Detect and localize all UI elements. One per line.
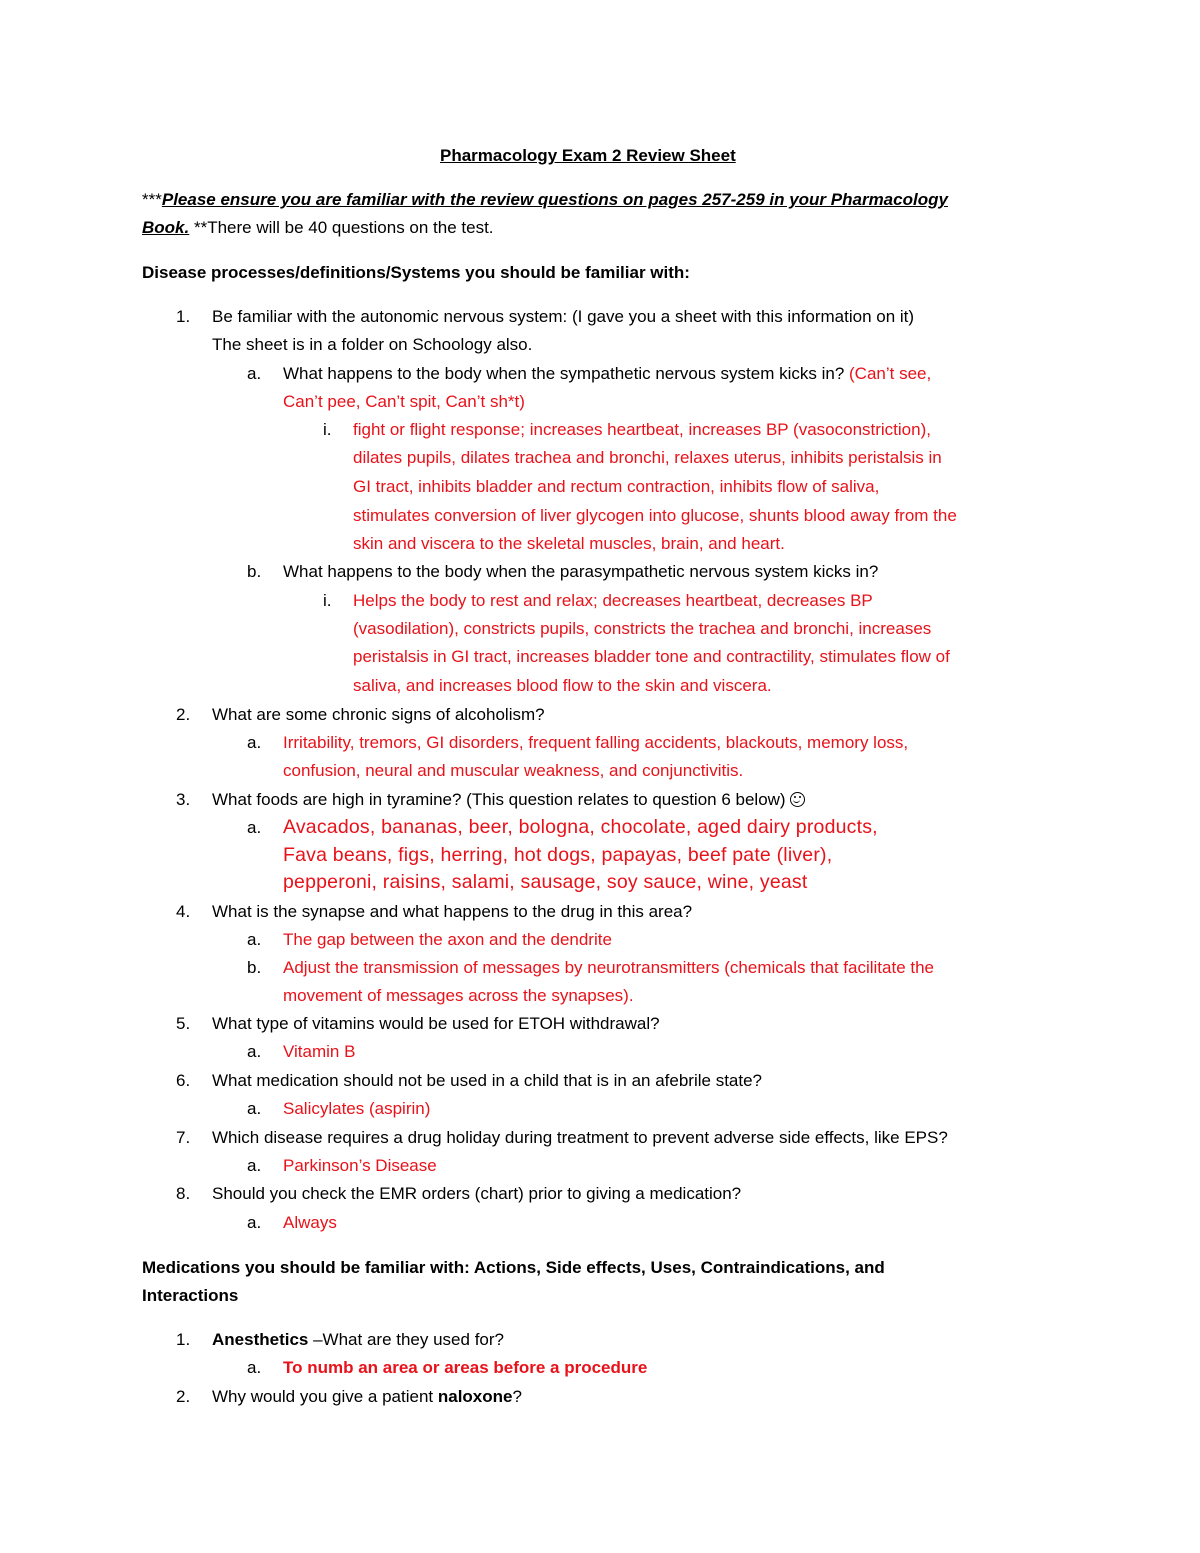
q5a-answer: Vitamin B <box>283 1042 356 1061</box>
page-title: Pharmacology Exam 2 Review Sheet <box>440 146 736 165</box>
q5a-marker: a. <box>247 1042 262 1061</box>
m2-term: naloxone <box>437 1387 513 1406</box>
q1b-i-marker: i. <box>323 591 332 610</box>
q1-number: 1. <box>176 307 191 326</box>
q1a-i-line: skin and viscera to the skeletal muscles, brain, and heart. <box>353 534 785 553</box>
m1-number: 1. <box>176 1330 191 1349</box>
q2-question: What are some chronic signs of alcoholism? <box>212 705 545 724</box>
q3a-marker: a. <box>247 818 262 837</box>
q4b-marker: b. <box>247 958 262 977</box>
q6-question: What medication should not be used in a child that is in an afebrile state? <box>212 1071 763 1090</box>
q2a-answer-line: Irritability, tremors, GI disorders, frequent falling accidents, blackouts, memory loss, <box>283 733 909 752</box>
q3-question: What foods are high in tyramine? (This question relates to question 6 below) <box>212 790 786 809</box>
smiley-face-icon <box>790 792 805 807</box>
q4a-marker: a. <box>247 930 262 949</box>
q1b-i-line: peristalsis in GI tract, increases bladder tone and contractility, stimulates flow of <box>353 647 950 666</box>
q8-number: 8. <box>176 1184 191 1203</box>
q1b-question: What happens to the body when the parasympathetic nervous system kicks in? <box>283 562 879 581</box>
q2a-answer-line: confusion, neural and muscular weakness, and conjunctivitis. <box>283 761 744 780</box>
m2-prefix: Why would you give a patient <box>212 1387 438 1406</box>
q7-number: 7. <box>176 1128 191 1147</box>
q1a-question: What happens to the body when the sympathetic nervous system kicks in? <box>283 364 850 383</box>
intro-note-book: Book. <box>142 218 190 237</box>
intro-note-line2 <box>142 217 494 239</box>
q3a-answer-line: pepperoni, raisins, salami, sausage, soy sauce, wine, yeast <box>283 871 808 893</box>
q1a-answer-inline: (Can’t see, <box>849 364 932 383</box>
intro-note-line1 <box>142 189 948 211</box>
q3-number: 3. <box>176 790 191 809</box>
m2-number: 2. <box>176 1387 191 1406</box>
q7a-answer: Parkinson’s Disease <box>283 1156 437 1175</box>
q2a-marker: a. <box>247 733 262 752</box>
q8a-answer: Always <box>283 1213 337 1232</box>
q7-question: Which disease requires a drug holiday during treatment to prevent adverse side effects, like EPS? <box>212 1128 948 1147</box>
q1a-i-line: stimulates conversion of liver glycogen into glucose, shunts blood away from the <box>353 506 957 525</box>
m1-question-line <box>212 1329 504 1351</box>
q1a-i-line: GI tract, inhibits bladder and rectum contraction, inhibits flow of saliva, <box>353 477 880 496</box>
m1a-answer: To numb an area or areas before a procedure <box>283 1358 648 1377</box>
q1-line1: Be familiar with the autonomic nervous system: (I gave you a sheet with this information on it) <box>212 307 915 326</box>
intro-stars: *** <box>142 190 162 209</box>
q1b-i-line: (vasodilation), constricts pupils, constricts the trachea and bronchi, increases <box>353 619 932 638</box>
m1a-marker: a. <box>247 1358 262 1377</box>
intro-note-text: Please ensure you are familiar with the review questions on pages 257-259 in your Pharmacology <box>161 190 948 209</box>
q1-line2: The sheet is in a folder on Schoology also. <box>212 335 533 354</box>
q1b-i-line: Helps the body to rest and relax; decreases heartbeat, decreases BP <box>353 591 873 610</box>
q1a-i-line: fight or flight response; increases heartbeat, increases BP (vasoconstriction), <box>353 420 931 439</box>
intro-question-count: **There will be 40 questions on the test. <box>189 218 494 237</box>
m1-question: –What are they used for? <box>308 1330 504 1349</box>
q5-question: What type of vitamins would be used for ETOH withdrawal? <box>212 1014 660 1033</box>
q6a-answer: Salicylates (aspirin) <box>283 1099 431 1118</box>
section1-heading: Disease processes/definitions/Systems you should be familiar with: <box>142 263 690 282</box>
q8-question: Should you check the EMR orders (chart) prior to giving a medication? <box>212 1184 742 1203</box>
q4-question: What is the synapse and what happens to the drug in this area? <box>212 902 693 921</box>
q3a-answer-line: Avacados, bananas, beer, bologna, chocolate, aged dairy products, <box>283 816 878 838</box>
q1a-answer-line2: Can’t pee, Can’t spit, Can’t sh*t) <box>283 392 525 411</box>
q8a-marker: a. <box>247 1213 262 1232</box>
q1a-i-line: dilates pupils, dilates trachea and bronchi, relaxes uterus, inhibits peristalsis in <box>353 448 942 467</box>
q3a-answer-line: Fava beans, figs, herring, hot dogs, papayas, beef pate (liver), <box>283 844 833 866</box>
q1a-i-marker: i. <box>323 420 332 439</box>
q7a-marker: a. <box>247 1156 262 1175</box>
q4-number: 4. <box>176 902 191 921</box>
q1b-i-line: saliva, and increases blood flow to the skin and viscera. <box>353 676 772 695</box>
m2-question-line <box>212 1386 522 1408</box>
q6a-marker: a. <box>247 1099 262 1118</box>
q4b-answer-line: Adjust the transmission of messages by neurotransmitters (chemicals that facilitate the <box>283 958 935 977</box>
q1b-marker: b. <box>247 562 262 581</box>
q6-number: 6. <box>176 1071 191 1090</box>
q1a-question-line <box>283 363 931 385</box>
m1-term: Anesthetics <box>212 1330 309 1349</box>
section2-heading-line1: Medications you should be familiar with: Actions, Side effects, Uses, Contraindications, and <box>142 1258 885 1277</box>
q2-number: 2. <box>176 705 191 724</box>
q5-number: 5. <box>176 1014 191 1033</box>
q4a-answer: The gap between the axon and the dendrite <box>283 930 612 949</box>
section2-heading-line2: Interactions <box>142 1286 239 1305</box>
q4b-answer-line: movement of messages across the synapses). <box>283 986 634 1005</box>
q1a-marker: a. <box>247 364 262 383</box>
q3-question-line <box>212 789 805 811</box>
m2-suffix: ? <box>512 1387 522 1406</box>
